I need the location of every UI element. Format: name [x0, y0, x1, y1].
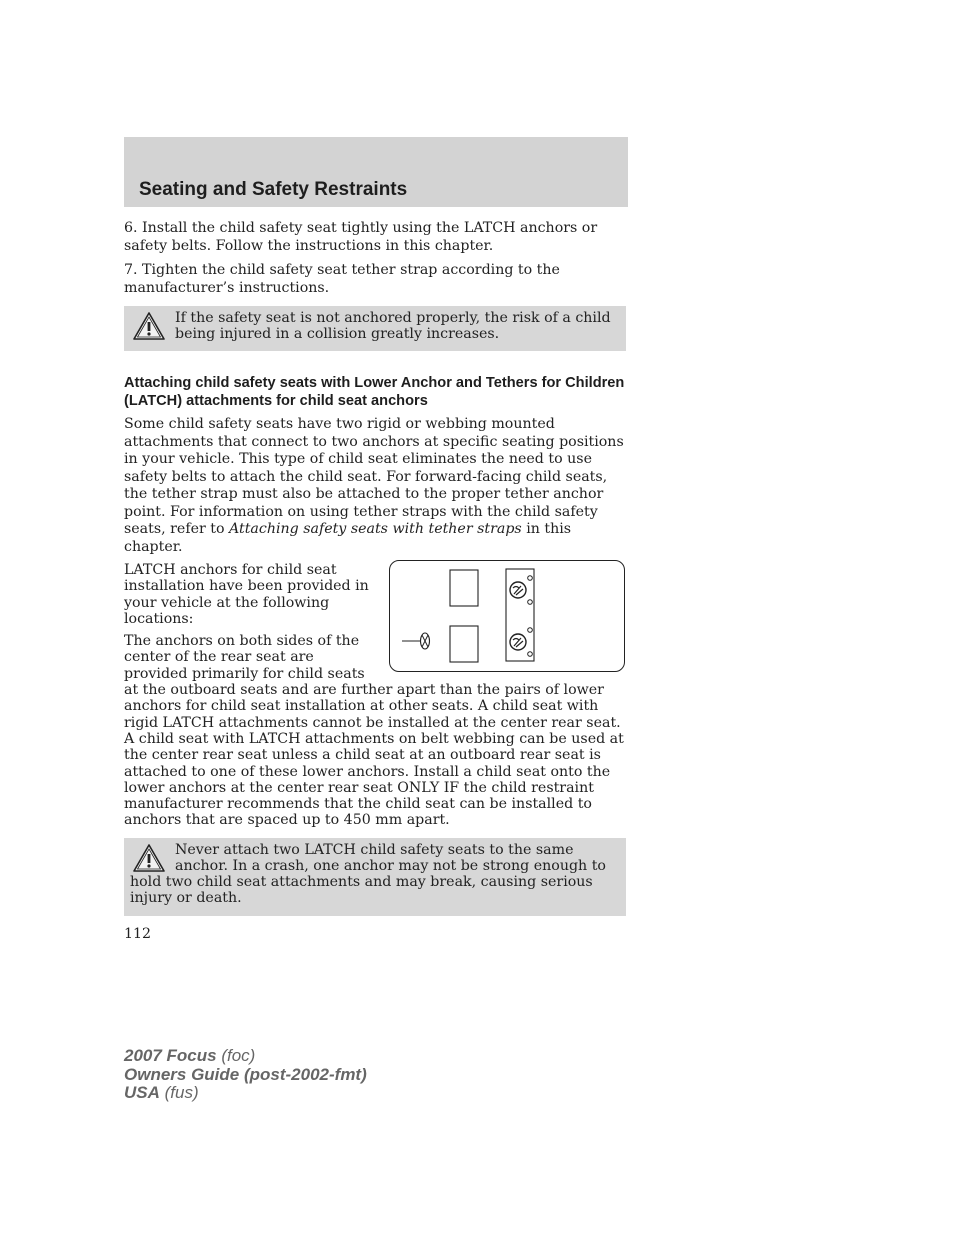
anchor-point-1 [528, 576, 533, 581]
child-seat-symbol-upper-icon [510, 582, 526, 598]
tether-anchor-icon [421, 633, 430, 649]
warning-triangle-icon [132, 311, 166, 341]
footer-model: 2007 Focus (foc) [124, 1046, 256, 1065]
section-title: Seating and Safety Restraints [139, 179, 408, 200]
step-7: 7. Tighten the child safety seat tether strap according to the manufacturer’s instructions. [124, 262, 560, 296]
warning-triangle-icon [132, 843, 166, 873]
cross-reference: Attaching safety seats with tether straps [229, 521, 522, 537]
seat-cushion-lower [450, 626, 478, 662]
center-anchors-paragraph: The anchors on both sides of the center of the rear seat are provided primarily for child seats at the outboard seats and are further apart than the pairs of lower anchors for child seat installation at other seats. A child seat with rigid LATCH attachments cannot be installed at the center rear seat. A child seat with LATCH attachments on belt webbing can be used at the center rear seat unless a child seat at an outboard rear seat is attached to one of these lower anchors. Install a child seat onto the lower anchors at the center rear seat ONLY IF the child restraint manufacturer recommends that the child seat can be installed to anchors that are spaced up to 450 mm apart. [124, 633, 624, 829]
anchor-point-3 [528, 628, 533, 633]
child-seat-symbol-lower-icon [510, 634, 526, 650]
latch-locations [124, 562, 626, 829]
anchor-point-2 [528, 600, 533, 605]
latch-locations-paragraph: LATCH anchors for child seat installation have been provided in your vehicle at the following locations: [124, 562, 369, 627]
page-number: 112 [124, 926, 152, 942]
latch-anchor-diagram [389, 560, 625, 672]
document-footer [124, 1047, 367, 1103]
anchor-point-4 [528, 652, 533, 657]
page-content [124, 220, 626, 916]
warning-box-anchoring [124, 306, 626, 351]
latch-heading: Attaching child safety seats with Lower Anchor and Tethers for Children (LATCH) attachments for child seat anchors [124, 375, 625, 409]
warning-box-same-anchor [124, 838, 626, 916]
seat-cushion-upper [450, 570, 478, 606]
warning-text: Never attach two LATCH child safety seats to the same anchor. In a crash, one anchor may not be strong enough to hold two child seat attachments and may break, causing serious injury or death. [130, 841, 606, 906]
step-6: 6. Install the child safety seat tightly using the LATCH anchors or safety belts. Follow the instructions in this chapter. [124, 220, 598, 254]
header-band [124, 137, 628, 207]
warning-text: If the safety seat is not anchored properly, the risk of a child being injured in a collision greatly increases. [175, 310, 611, 342]
footer-market: USA (fus) [124, 1083, 199, 1102]
latch-intro-paragraph: Some child safety seats have two rigid or webbing mounted attachments that connect to two anchors at specific seating positions in your vehicle. This type of child seat eliminates the need to use safety belts to attach the child seat. For forward-facing child seats, the tether strap must also be attached to the proper tether anchor point. For information on using tether straps with the child safety seats, refer to Attaching safety seats with tether straps in this chapter. [124, 416, 624, 555]
footer-guide: Owners Guide (post-2002-fmt) [124, 1064, 367, 1084]
